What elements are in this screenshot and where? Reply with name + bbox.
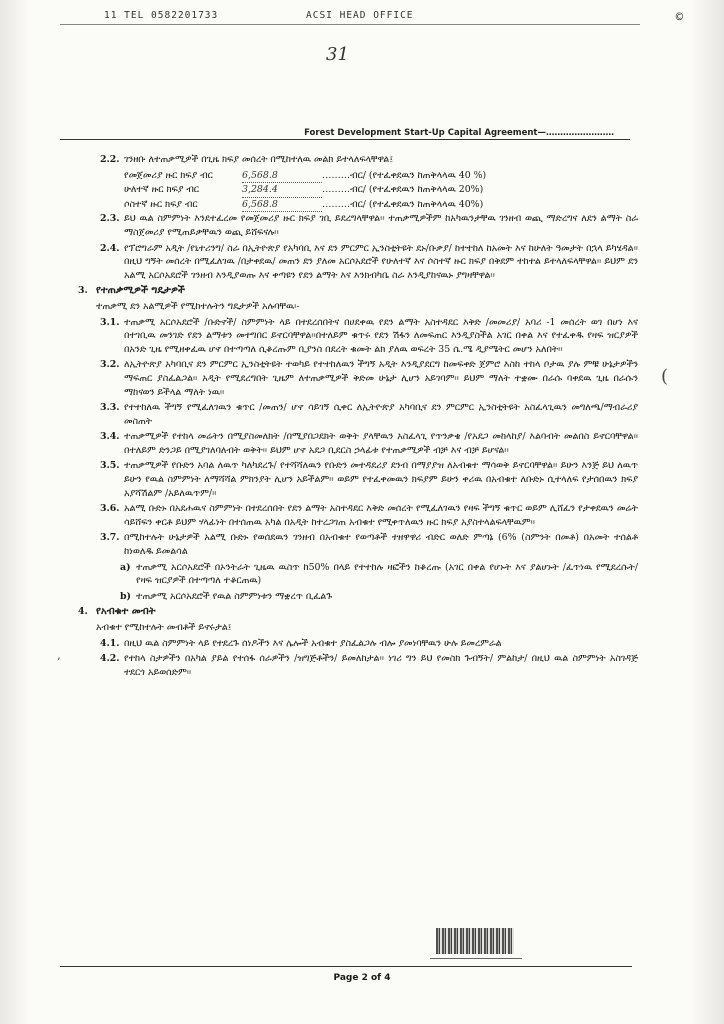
payment-amount: 6,568.8 bbox=[242, 169, 322, 184]
clause-text: በዚህ ዉል ስምምነት ላይ የተደረጉ ሰነዶችን እና ሌሎች አብቁተ ያስፈልጋሉ ብሎ ያመነባቸዉን ሁሉ ይመረምራል bbox=[124, 637, 502, 649]
clause-number: 4.1. bbox=[100, 637, 120, 649]
clause-number: 2.4. bbox=[100, 242, 120, 254]
clause-number: 3.6. bbox=[100, 503, 120, 515]
clause bbox=[78, 212, 638, 239]
clause-text: ተጠቃሚ አርሶአደሮች በኦንትራት ጊዜዉ ዉስጥ ከ50% በላይ የተተከሉ ዛፎችን ከቆረጡ (አገር በቀል የሆኑት እና ያልሆኑት /ፈጥነዉ የሚደረሱት/ የዛፍ ዝርያዎች በተጣጣለ ተቆርጠዉ) bbox=[136, 561, 638, 587]
clause bbox=[78, 358, 638, 399]
clause-text: አብቁተ የሚከተሉት መብቶች ይኖሩታል፤ bbox=[96, 622, 232, 633]
section-intro bbox=[78, 621, 638, 635]
clause-number: 3.7. bbox=[100, 532, 120, 544]
clause-text: ተጠቃሚ ደን አልሚዎች የሚከተሉትን ግዴታዎች አሉባቸዉ፡- bbox=[96, 300, 300, 312]
clause-number: 2.2. bbox=[100, 154, 120, 165]
clause-text: ለኢትዮጵያ አካባቢና ደን ምርምር ኢንስቲትዩት ተወካይ የተተከለዉን ችግኝ አዲት እንዲያደርግ ከመፍቀድ ጀምሮ እስከ ተከላ ቦታዉ ያሉ ምቹ ሁኔታዎችን ማፍጠር ያስፈልጋል፡፡ አዲት የሚደረግበት ጊዜም ለተጠቃሚዎች ቅድመ ሁኔታ ሊሆን አይገባም፡፡ ይህም ማለት ተቋሙ በራሱ ባቀደዉ ጊዜ በራሱን ማከናወን ይችላል ማለት ነዉ፡፡ bbox=[124, 359, 638, 398]
clause bbox=[78, 316, 638, 357]
fax-header-rule bbox=[60, 24, 640, 25]
payment-amount: 6,568.8 bbox=[242, 198, 322, 213]
clause-text: ተጠቃሚ አርሶአደሮች /ቡድኖች/ ስምምነት ላይ በተደረሰበትና በሀደቀዉ የደን ልማት አስተዳደር እቅድ /መመሪያ/ አባሪ -1 መሰረት ወገ በሆነ እና በተገቢዉ መንገድ የደን ልማቱን መተግበር ይኖርባቸዋል፡፡በተለይም ቁጥሩ የደን ሽፋን ለመፍጠር እንዲያስችል አገር በቀል እና የተፈቀዱ የዛፍ ዝርያዎች በአንድ ጊዜ የሚዘቀፈዉ ሆኖ በተጣጣለ ሲቆረጡም ቢያንስ በደረት ቁመት ልክ ያለዉ ወፍረት 35 ሴ.ሜ ዲያሜትር መሆን አለበት፡፡ bbox=[124, 316, 638, 355]
clause-text: የተጠቃሚዎች ግዴታዎች bbox=[96, 285, 185, 297]
payment-share: ………ብር/ (የተፈቀደዉን ከጠቅላላዉ 20%) bbox=[322, 184, 484, 196]
clause-number: 3.2. bbox=[100, 359, 120, 371]
running-title: Forest Development Start-Up Capital Agreement—…………………… bbox=[304, 128, 614, 138]
payment-schedule-line bbox=[78, 183, 638, 198]
clause-number: 3.1. bbox=[100, 316, 120, 328]
clause bbox=[78, 531, 638, 558]
clause bbox=[78, 153, 638, 167]
clause-text: በሚከተሉት ሁኔታዎች አልሚ ቡድኑ የወሰደዉን ገንዘብ በአብቁተ የወጣቶች ተዘዋዋሪ ብድር ወለድ ምጣኔ (6% (ስምንት በመቶ) በአመት ተሰልቶ ከነወለዱ ይመልሳል bbox=[124, 532, 638, 558]
clause-text: ተጠቃሚዎች የቡድን አባል ለዉጥ ካለካደረጉ/ የተሻሻለዉን የቡድን መተዳደሪያ ደንብ በማያያዝ ለአብቁተ ማሳወቅ ይኖርባቸዋል፡፡ ይሁን እንጅ ይህ ለዉጥ ይሁን የዉል ስምምነት ለማሻሻል ምክንያት ሊሆን አይችልም፡፡ ወይም የተፈቀመዉን ክፍያም ይሁን ቀሪዉ በአብቁተ ለቡድኑ ሲተላለፍ የታሰበዉን ክፍያ አያሻሽልም /አይለዉጥም/፡፡ bbox=[124, 460, 638, 499]
document-body bbox=[78, 153, 638, 681]
clause bbox=[78, 561, 638, 588]
margin-mark: ( bbox=[661, 366, 669, 387]
clause-text: ተጠቃሚዎች የተከላ መሬትን በሚያስመለክት /በሚያበጋደክት ወቅት ያላቸዉን አስፈላጊ የጥንቃቄ /የአደጋ መከላከያ/ እልባብት መልበስ ይኖርባቸዋል፡፡ በተለይም ድንጋይ በሚያገለባለብት ወቅት፡፡ ይህም ሆኖ አደጋ ቢደርስ ኃላፊቱ የተጠቃሚዎች ብቻ እና ብቻ ይሆናል፡፡ bbox=[124, 431, 638, 456]
section-heading bbox=[78, 284, 638, 298]
clause bbox=[78, 502, 638, 529]
clause-text: የአብቁተ መብት bbox=[96, 606, 156, 618]
clause-number: 3.3. bbox=[100, 402, 120, 414]
fax-telephone: 11 TEL 0582201733 bbox=[104, 10, 219, 21]
payment-share: ………ብር/ (የተፈቀደዉን ከጠቅላላዉ 40 %) bbox=[322, 169, 487, 181]
clause-number: 3. bbox=[78, 285, 88, 297]
stamp-barcode bbox=[436, 928, 514, 954]
page-number: Page 2 of 4 bbox=[333, 973, 391, 983]
footer-rule bbox=[60, 966, 632, 967]
fax-office-name: ACSI HEAD OFFICE bbox=[306, 10, 414, 21]
clause-text: ተጠቃሚ አርሶአደሮች የዉል ስምምነቱን ማቋረጥ ቢፈልጉ bbox=[136, 590, 333, 602]
clause-text: የተከላ ስታዎችን በአካል ያይል የተሰፋ ሰራዎችን /ዝግጅቶችን/ ይመለከታል፡፡ ነገሪ ግን ይህ የመስክ ጉብኝት/ ምልከታ/ በዚህ ዉል ስምምነት አስገዳጅ ተደርጎ አይወሰድም፡፡ bbox=[124, 653, 638, 678]
section-heading bbox=[78, 605, 638, 619]
clause bbox=[78, 652, 638, 679]
clause-number: a) bbox=[120, 561, 131, 573]
clause bbox=[78, 590, 638, 604]
handwritten-page-number: 31 bbox=[326, 44, 349, 65]
clause-number: 3.4. bbox=[100, 431, 120, 443]
payment-label: ሁለተኛ ዙር ክፍያ ብር bbox=[124, 184, 199, 196]
copyright-icon: © bbox=[675, 10, 684, 24]
margin-mark-small: , bbox=[57, 648, 61, 662]
clause bbox=[78, 242, 638, 283]
clause-text: የተተከለዉ ችግኝ የሚፈለገዉን ቁጥር /መጠን/ ሆኖ ሳይገኝ ሲቀር ለኢትዮጵያ አካባቢና ደን ምርምር ኢንስቲትዩት አስፈላጊዉን መግለጫ/ማብራሪያ መስጠት bbox=[124, 402, 638, 427]
stamp-underline bbox=[430, 958, 522, 959]
clause-text: አልሚ ቡድኑ በአደሐዉና ስምምነት በተደረሰበት የደን ልማት አስተዳደር እቅድ መሰረት የሚፈለገዉን የዛፍ ችግኝ ቁጥር ወይም ሊሸፈን የታቀደዉን መሬት ሳይሸፍን ቀርቶ ይህም ሃላፊነት በተሰጠዉ አካል በአዲት ከተረጋገጠ አብቁተ የሚቀጥለዉን ዙር ክፍያ አያስተላልፍላቸዉም፡፡ bbox=[124, 503, 638, 528]
payment-schedule-line bbox=[78, 198, 638, 213]
clause-text: የፕሮግራም አዲት /የኒተሪንግ/ ስራ በኢትዮጵያ የአካባቢ እና ደን ምርምር ኢንስቲትዩት ደኑ/ቡቃያ/ ከተተከለ ከአመት እና ከሁለት ዓመታት በኋላ ይካሄዳል፡፡ በዚህ ግኝት መሰረት በሚፈለገዉ /በታቀደዉ/ መጠን ደን ያለመ አርሶአደሮች የሁለተኛ እና ሶስተኛ ዙር ክፍያ በቅደም ተከተል ይተላለፍላቸዋል፡፡ ይህም ደን አልሚ አርሶአደሮች ገንዘብ እንዲያወጡ እና ቀጣዩን የደን ልማት እና እንክብካቤ ስራ እንዲያከናዉኑ ያግዛቸዋል፡፡ bbox=[124, 242, 638, 281]
clause-number: 4. bbox=[78, 606, 88, 618]
section-intro bbox=[78, 300, 638, 314]
payment-label: ሶስተኛ ዙር ክፍያ ብር bbox=[124, 198, 198, 210]
payment-label: የመጀመሪያ ዙር ክፍያ ብር bbox=[124, 169, 213, 181]
clause bbox=[78, 637, 638, 651]
payment-share: ………ብር/ (የተፈቀደዉን ከጠቅላላዉ 40%) bbox=[322, 198, 484, 210]
clause-text: ይህ ዉል ስምምነት እንደተፈረመ የመጀመሪያ ዙር ክፍያ ገቢ ይደረግላቸዋል፡፡ ተጠቃሚዎችም ከአካዉንታቸዉ ገንዘብ ወጪ ማድረግና ለደን ልማት ስራ ማስጀመሪያ የሚጠይቃቸዉን ወጪ ይሸፍናሉ፡፡ bbox=[124, 213, 638, 238]
clause-number: b) bbox=[120, 590, 131, 602]
clause bbox=[78, 459, 638, 500]
clause-text: ገንዘቡ ለተጠቃሚዎች በጊዜ ክፍያ መሰረት በሚከተለዉ መልክ ይተላለፍላቸዋል፤ bbox=[124, 154, 394, 165]
payment-amount: 3,284.4 bbox=[242, 183, 322, 198]
clause-number: 2.3. bbox=[100, 213, 120, 225]
payment-schedule-line bbox=[78, 169, 638, 184]
clause bbox=[78, 401, 638, 428]
clause bbox=[78, 430, 638, 457]
clause-number: 4.2. bbox=[100, 653, 120, 665]
title-rule bbox=[60, 139, 630, 140]
clause-number: 3.5. bbox=[100, 460, 120, 472]
